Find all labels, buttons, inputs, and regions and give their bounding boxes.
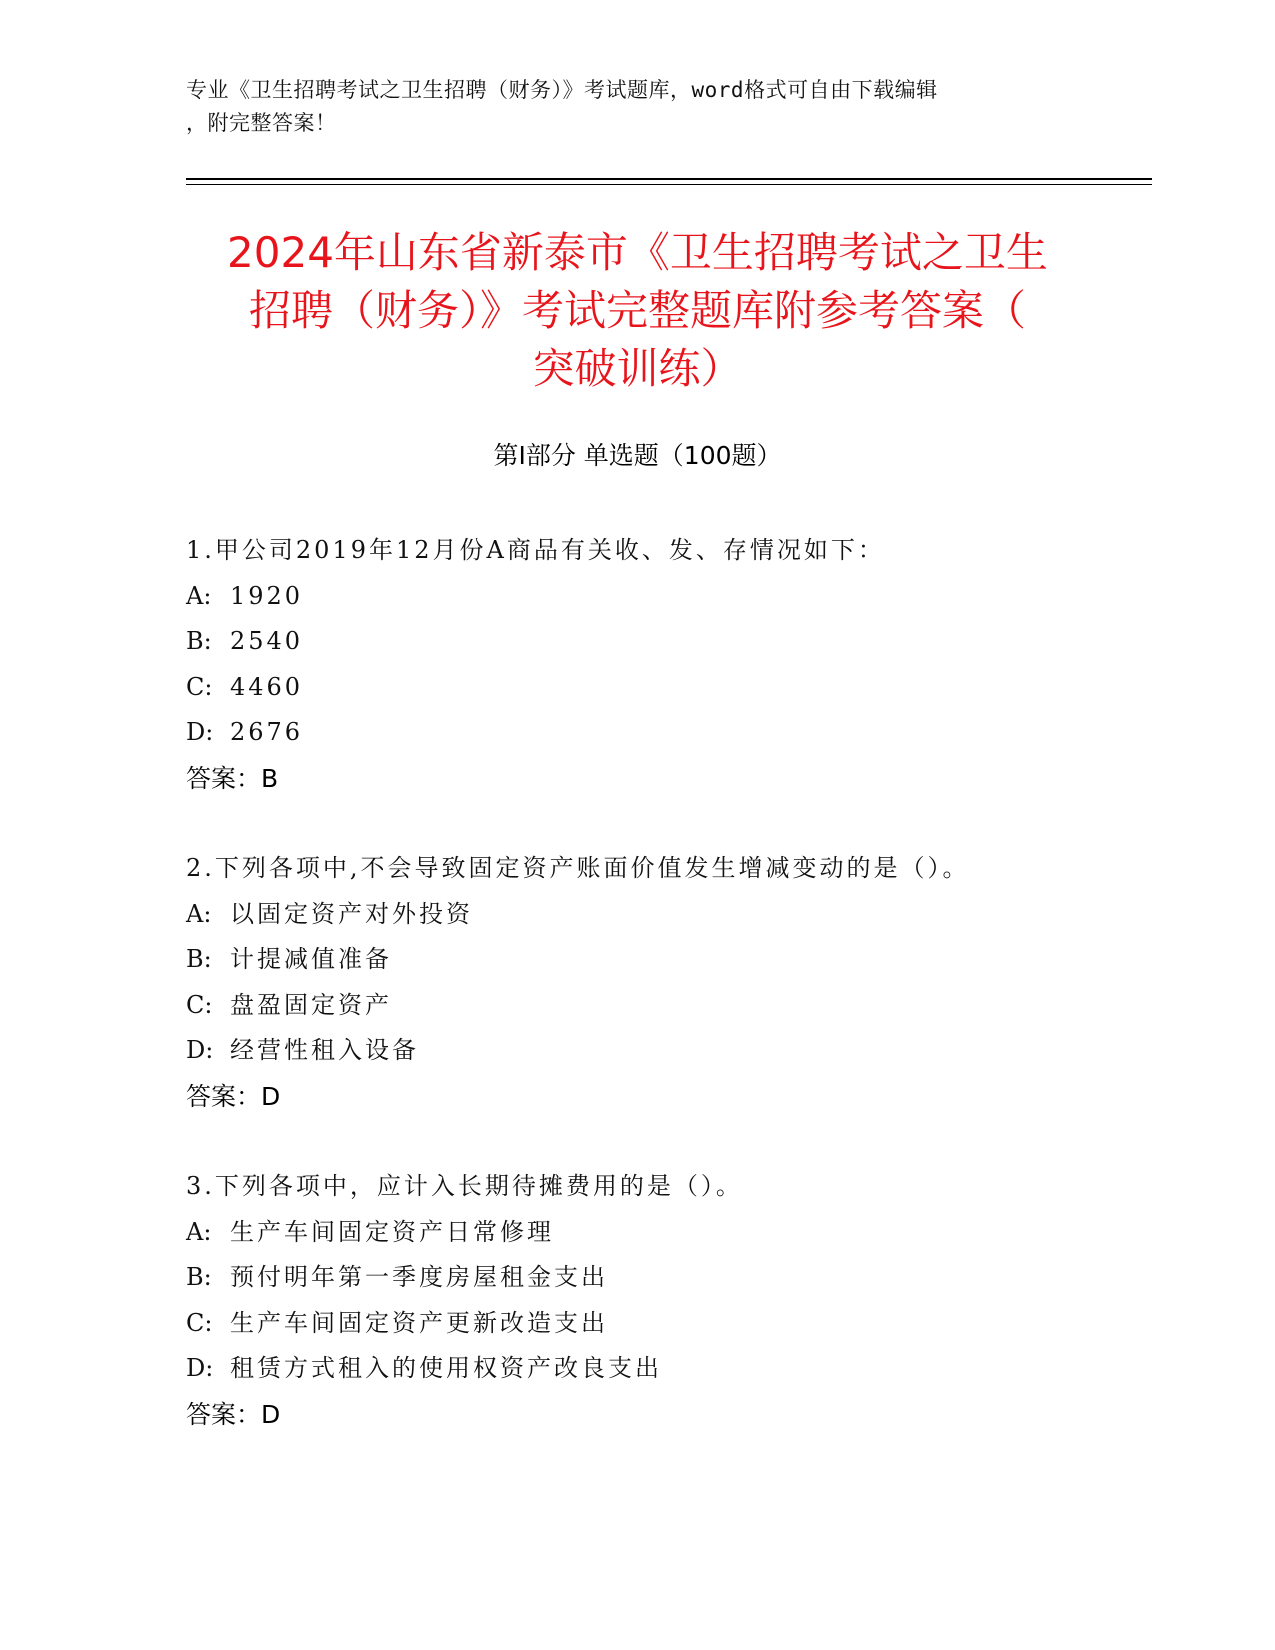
question-stem: 2.下列各项中,不会导致固定资产账面价值发生增减变动的是（）。 bbox=[186, 854, 970, 882]
option-c bbox=[186, 983, 1146, 1029]
option-letter: C: bbox=[186, 990, 213, 1019]
option-c bbox=[186, 665, 1146, 711]
option-letter: A: bbox=[186, 899, 212, 928]
option-b bbox=[186, 1255, 1146, 1301]
question-3 bbox=[186, 1164, 1146, 1437]
option-letter: B: bbox=[186, 627, 212, 655]
option-a bbox=[186, 574, 1146, 620]
option-text: 4460 bbox=[230, 672, 304, 701]
option-text: 2540 bbox=[230, 627, 304, 655]
option-letter: C: bbox=[186, 1308, 213, 1337]
option-a bbox=[186, 1210, 1146, 1256]
header-divider-thick bbox=[186, 178, 1152, 180]
header-note bbox=[186, 74, 1086, 140]
question-stem: 3.下列各项中，应计入长期待摊费用的是（）。 bbox=[186, 1172, 743, 1200]
question-1 bbox=[186, 528, 1146, 801]
question-2 bbox=[186, 846, 1146, 1119]
option-letter: B: bbox=[186, 945, 212, 973]
option-letter: C: bbox=[186, 672, 213, 701]
option-letter: D: bbox=[186, 1036, 214, 1064]
option-c bbox=[186, 1301, 1146, 1347]
option-letter: A: bbox=[186, 581, 212, 610]
option-letter: A: bbox=[186, 1217, 212, 1246]
document-title-line-2: 招聘（财务）》考试完整题库附参考答案（ bbox=[248, 286, 1026, 335]
option-b bbox=[186, 619, 1146, 665]
option-text: 预付明年第一季度房屋租金支出 bbox=[230, 1263, 608, 1291]
answer-label: 答案：D bbox=[186, 1399, 281, 1429]
option-text: 计提减值准备 bbox=[230, 945, 392, 973]
document-title bbox=[150, 224, 1125, 398]
option-text: 以固定资产对外投资 bbox=[230, 899, 473, 928]
option-text: 生产车间固定资产更新改造支出 bbox=[230, 1308, 608, 1337]
option-d bbox=[186, 1028, 1146, 1074]
option-letter: B: bbox=[186, 1263, 212, 1291]
option-text: 1920 bbox=[230, 581, 304, 610]
option-letter: D: bbox=[186, 1354, 214, 1382]
option-d bbox=[186, 1346, 1146, 1392]
option-text: 生产车间固定资产日常修理 bbox=[230, 1217, 554, 1246]
option-text: 经营性租入设备 bbox=[230, 1036, 419, 1064]
option-b bbox=[186, 937, 1146, 983]
option-text: 租赁方式租入的使用权资产改良支出 bbox=[230, 1354, 662, 1382]
option-letter: D: bbox=[186, 718, 214, 746]
header-note-line-1: 专业《卫生招聘考试之卫生招聘（财务）》考试题库，word格式可自由下载编辑 bbox=[186, 78, 938, 102]
header-divider-thin bbox=[186, 184, 1152, 185]
option-text: 2676 bbox=[230, 718, 304, 746]
answer-label: 答案：D bbox=[186, 1081, 281, 1111]
option-a bbox=[186, 892, 1146, 938]
header-note-line-2: ，附完整答案！ bbox=[186, 111, 337, 135]
answer-label: 答案：B bbox=[186, 763, 279, 793]
option-d bbox=[186, 710, 1146, 756]
section-heading: 第Ⅰ部分 单选题（100题） bbox=[493, 441, 782, 470]
question-stem: 1.甲公司2019年12月份A商品有关收、发、存情况如下： bbox=[186, 536, 885, 564]
option-text: 盘盈固定资产 bbox=[230, 990, 392, 1019]
document-title-line-1: 2024年山东省新泰市《卫生招聘考试之卫生 bbox=[227, 228, 1048, 277]
document-title-line-3: 突破训练） bbox=[532, 344, 743, 393]
